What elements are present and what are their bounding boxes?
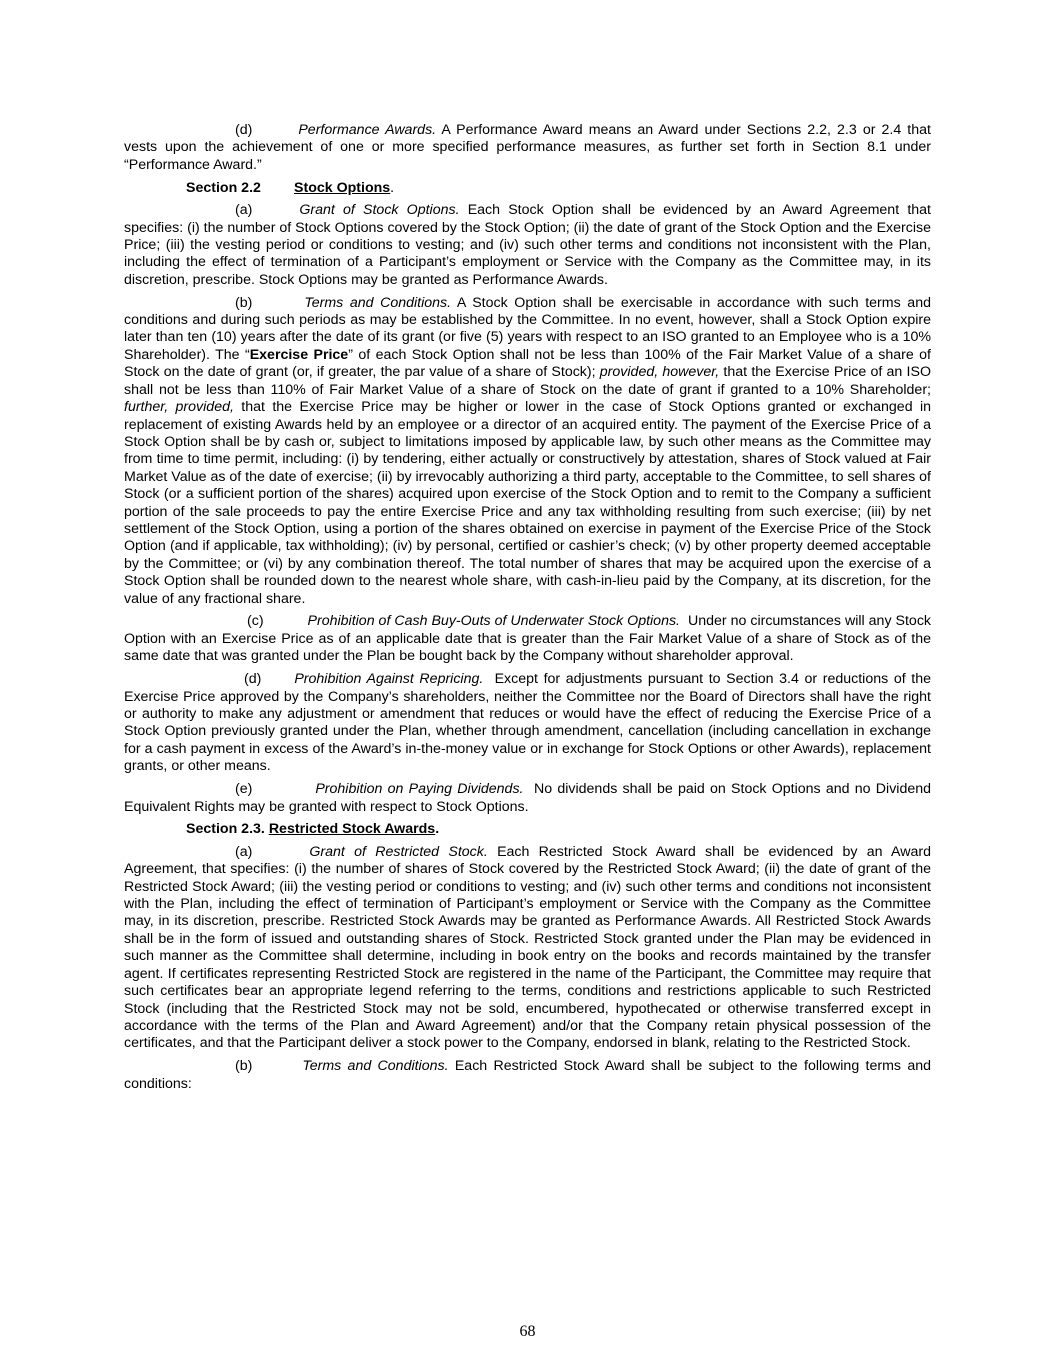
- item-text: Each Restricted Stock Award shall be evidenced by an Award Agreement, that specifies: (i) the number of shares of Stock covered by the Restricted Stock Award; (ii) the date of grant of the Restricted Stock Award; (iii) the vesting period or conditions to vesting; and (iv) such other terms and conditions not inconsistent with the Plan, including the effect of termination of Participant’s employment or Service with the Company as the Committee may, in its discretion, prescribe. Restricted Stock Awards may be granted as Performance Awards. All Restricted Stock Awards shall be in the form of issued and outstanding shares of Stock. Restricted Stock granted under the Plan may be evidenced in such manner as the Committee shall determine, including in book entry on the books and records maintained by the transfer agent. If certificates representing Restricted Stock are registered in the name of the Participant, the Committee may require that such certificates bear an appropriate legend referring to the terms, conditions and restrictions applicable to such Restricted Stock (including that the Restricted Stock may not be sold, encumbered, hypothecated or otherwise transferred except in accordance with the terms of the Plan and Award Agreement) and/or that the Company retain physical possession of the certificates, and that the Participant deliver a stock power to the Company, endorsed in blank, relating to the Restricted Stock.: [124, 843, 931, 1052]
- paragraph-grant-of-stock-options: [124, 202, 931, 289]
- item-label: (b): [235, 1058, 253, 1075]
- paragraph-prohibition-repricing: [124, 671, 931, 775]
- paragraph-terms-and-conditions-options: [124, 295, 931, 608]
- item-title: Terms and Conditions.: [304, 294, 452, 311]
- item-text-3: that the Exercise Price of an ISO shall not be less than 110% of Fair Market Value of a share of Stock on the date of grant if granted to a 10% Shareholder;: [124, 364, 931, 398]
- paragraph-prohibition-dividends: [124, 781, 931, 816]
- section-title: Stock Options: [294, 179, 391, 196]
- item-text-4: that the Exercise Price may be higher or lower in the case of Stock Options granted or exchanged in replacement of existing Awards held by an employee or a director of an acquired entity. The payment of the Exercise Price of a Stock Option shall be by cash or, subject to limitations imposed by applicable law, by such other means as the Committee may from time to time permit, including: (i) by tendering, either actually or constructively by attestation, shares of Stock valued at Fair Market Value as of the date of exercise; (ii) by irrevocably authorizing a third party, acceptable to the Committee, to sell shares of Stock (or a sufficient portion of the shares) acquired upon exercise of the Stock Option and to remit to the Company a sufficient portion of the sale proceeds to pay the entire Exercise Price and any tax withholding resulting from such exercise; (iii) by net settlement of the Stock Option, using a portion of the shares obtained on exercise in payment of the Exercise Price of the Stock Option (and if applicable, tax withholding); (iv) by personal, certified or cashier’s check; (v) by other property deemed acceptable by the Committee; or (vi) by any combination thereof. The total number of shares that may be acquired upon the exercise of a Stock Option shall be rounded down to the nearest whole share, with cash-in-lieu paid by the Company, at its discretion, for the value of any fractional share.: [124, 399, 932, 607]
- section-number: Section 2.3.: [186, 821, 265, 838]
- section-title-end: .: [435, 821, 440, 838]
- item-text: Each Restricted Stock Award shall be subject to the following terms and conditions:: [124, 1058, 931, 1092]
- section-number: Section 2.2: [186, 179, 261, 196]
- page-number: 68: [519, 1323, 536, 1340]
- item-text: Each Stock Option shall be evidenced by an Award Agreement that specifies: (i) the number of Stock Options covered by the Stock Option; (ii) the date of grant of the Stock Option and the Exercise Price; (iii) the vesting period or conditions to vesting; and (iv) such other terms and conditions not inconsistent with the Plan, including the effect of termination of a Participant’s employment or Service with the Company as the Committee may, in its discretion, prescribe. Stock Options may be granted as Performance Awards.: [124, 202, 931, 288]
- item-label: (b): [235, 294, 253, 311]
- item-text: A Performance Award means an Award under Sections 2.2, 2.3 or 2.4 that vests upon the achievement of one or more specified performance measures, as further set forth in Section 8.1 under “Performance Award.”: [124, 122, 931, 173]
- item-text-1: A Stock Option shall be exercisable in accordance with such terms and conditions and during such periods as may be established by the Committee. In no event, however, shall a Stock Option expire later than ten (10) years after the date of its grant (or five (5) years with respect to an ISO granted to an Employee who is a 10% Shareholder). The “: [124, 294, 931, 363]
- section-title-end: .: [390, 179, 395, 196]
- item-label: (a): [235, 202, 253, 219]
- item-title: Prohibition Against Repricing.: [294, 671, 484, 688]
- paragraph-performance-awards: [124, 122, 931, 174]
- item-title: Prohibition on Paying Dividends.: [315, 781, 524, 798]
- item-title: Grant of Restricted Stock.: [309, 843, 488, 860]
- section-heading-2-2: [124, 180, 931, 197]
- item-label: (c): [247, 613, 264, 630]
- item-text: Except for adjustments pursuant to Section 3.4 or reductions of the Exercise Price approved by the Company’s shareholders, neither the Committee nor the Board of Directors shall have the right or authority to make any adjustment or amendment that reduces or would have the effect of reducing the Exercise Price of a Stock Option previously granted under the Plan, whether through amendment, cancellation (including cancellation in exchange for a cash payment in excess of the Award’s in-the-money value or in exchange for Stock Options or other Awards), replacement grants, or other means.: [124, 671, 931, 775]
- item-title: Performance Awards.: [298, 122, 437, 138]
- paragraph-terms-and-conditions-restricted: [124, 1058, 931, 1093]
- item-text: Under no circumstances will any Stock Option with an Exercise Price as of an applicable date that is greater than the Fair Market Value of a share of Stock as of the same date that was granted under the Plan be bought back by the Company without shareholder approval.: [124, 613, 932, 665]
- item-label: (a): [235, 843, 253, 860]
- paragraph-prohibition-cash-buyouts: [124, 613, 931, 665]
- item-label: (e): [235, 781, 253, 798]
- item-text-2: ” of each Stock Option shall not be less than 100% of the Fair Market Value of a share of Stock on the date of grant (or, if greater, the par value of a share of Stock);: [124, 346, 932, 381]
- item-label: (d): [244, 671, 262, 688]
- item-text: No dividends shall be paid on Stock Options and no Dividend Equivalent Rights may be granted with respect to Stock Options.: [124, 781, 932, 815]
- provided-however: provided, however,: [599, 364, 720, 381]
- document-body: [124, 122, 931, 1099]
- item-title: Terms and Conditions.: [302, 1058, 449, 1075]
- section-heading-2-3: [124, 821, 931, 838]
- section-title: Restricted Stock Awards: [268, 821, 436, 838]
- exercise-price-term: Exercise Price: [249, 346, 349, 363]
- item-title: Prohibition of Cash Buy-Outs of Underwater Stock Options.: [307, 613, 680, 630]
- further-provided: further, provided,: [124, 399, 234, 416]
- paragraph-grant-restricted-stock: [124, 844, 931, 1053]
- item-label: (d): [235, 122, 253, 138]
- item-title: Grant of Stock Options.: [299, 202, 460, 219]
